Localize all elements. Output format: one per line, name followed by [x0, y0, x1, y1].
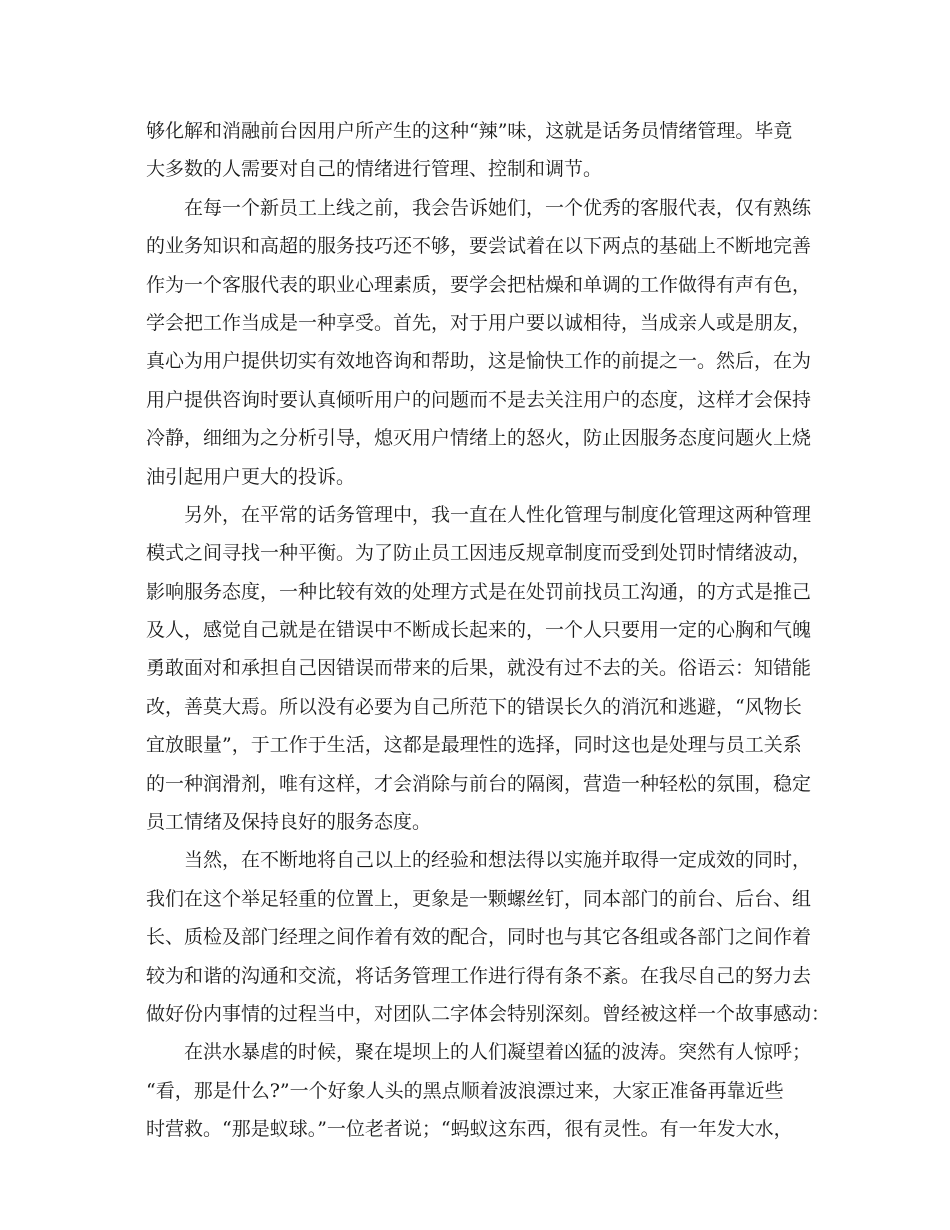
text-line: 勇敢面对和承担自己因错误而带来的后果，就没有过不去的关。俗语云：知错能: [146, 657, 812, 680]
text-line: 宜放眼量”，于工作于生活，这都是最理性的选择，同时这也是处理与员工关系: [146, 734, 802, 757]
text-line: 员工情绪及保持良好的服务态度。: [146, 811, 432, 834]
text-line: 时营救。“那是蚁球。”一位老者说；“蚂蚁这东西，很有灵性。有一年发大水，: [146, 1118, 793, 1141]
document-body: [146, 112, 831, 1149]
text-line: 及人，感觉自己就是在错误中不断成长起来的，一个人只要用一定的心胸和气魄: [146, 619, 812, 642]
text-line: 长、质检及部门经理之间作着有效的配合，同时也与其它各组或各部门之间作着: [146, 926, 812, 949]
text-line: 的业务知识和高超的服务技巧还不够，要尝试着在以下两点的基础上不断地完善: [146, 235, 812, 258]
text-line: 作为一个客服代表的职业心理素质，要学会把枯燥和单调的工作做得有声有色，: [146, 273, 812, 296]
text-line: 另外，在平常的话务管理中，我一直在人性化管理与制度化管理这两种管理: [184, 503, 812, 526]
text-line: 大多数的人需要对自己的情绪进行管理、控制和调节。: [146, 158, 603, 181]
text-line: 用户提供咨询时要认真倾听用户的问题而不是去关注用户的态度，这样才会保持: [146, 388, 812, 411]
text-line: 在洪水暴虐的时候，聚在堤坝上的人们凝望着凶猛的波涛。突然有人惊呼；: [184, 1041, 812, 1064]
text-line: 油引起用户更大的投诉。: [146, 465, 356, 488]
text-line: 在每一个新员工上线之前，我会告诉她们，一个优秀的客服代表，仅有熟练: [184, 196, 812, 219]
text-line: 做好份内事情的过程当中，对团队二字体会特别深刻。曾经被这样一个故事感动：: [146, 1002, 831, 1025]
text-line: “看，那是什么?”一个好象人头的黑点顺着波浪漂过来，大家正准备再靠近些: [146, 1079, 784, 1102]
text-line: 学会把工作当成是一种享受。首先，对于用户要以诚相待，当成亲人或是朋友，: [146, 311, 812, 334]
text-line: 影响服务态度，一种比较有效的处理方式是在处罚前找员工沟通，的方式是推己: [146, 580, 812, 603]
text-line: 真心为用户提供切实有效地咨询和帮助，这是愉快工作的前提之一。然后，在为: [146, 350, 812, 373]
text-line: 够化解和消融前台因用户所产生的这种“辣”味，这就是话务员情绪管理。毕竟: [146, 120, 793, 142]
text-line: 模式之间寻找一种平衡。为了防止员工因违反规章制度而受到处罚时情绪波动，: [146, 542, 812, 565]
text-line: 当然，在不断地将自己以上的经验和想法得以实施并取得一定成效的同时，: [184, 849, 812, 872]
text-line: 冷静，细细为之分析引导，熄灭用户情绪上的怒火，防止因服务态度问题火上烧: [146, 427, 812, 450]
text-line: 的一种润滑剂，唯有这样，才会消除与前台的隔阂，营造一种轻松的氛围，稳定: [146, 772, 812, 795]
text-line: 我们在这个举足轻重的位置上，更象是一颗螺丝钉，同本部门的前台、后台、组: [146, 887, 812, 910]
text-line: 改，善莫大焉。所以没有必要为自己所范下的错误长久的消沉和逃避，“风物长: [146, 695, 802, 718]
text-line: 较为和谐的沟通和交流，将话务管理工作进行得有条不紊。在我尽自己的努力去: [146, 964, 812, 987]
